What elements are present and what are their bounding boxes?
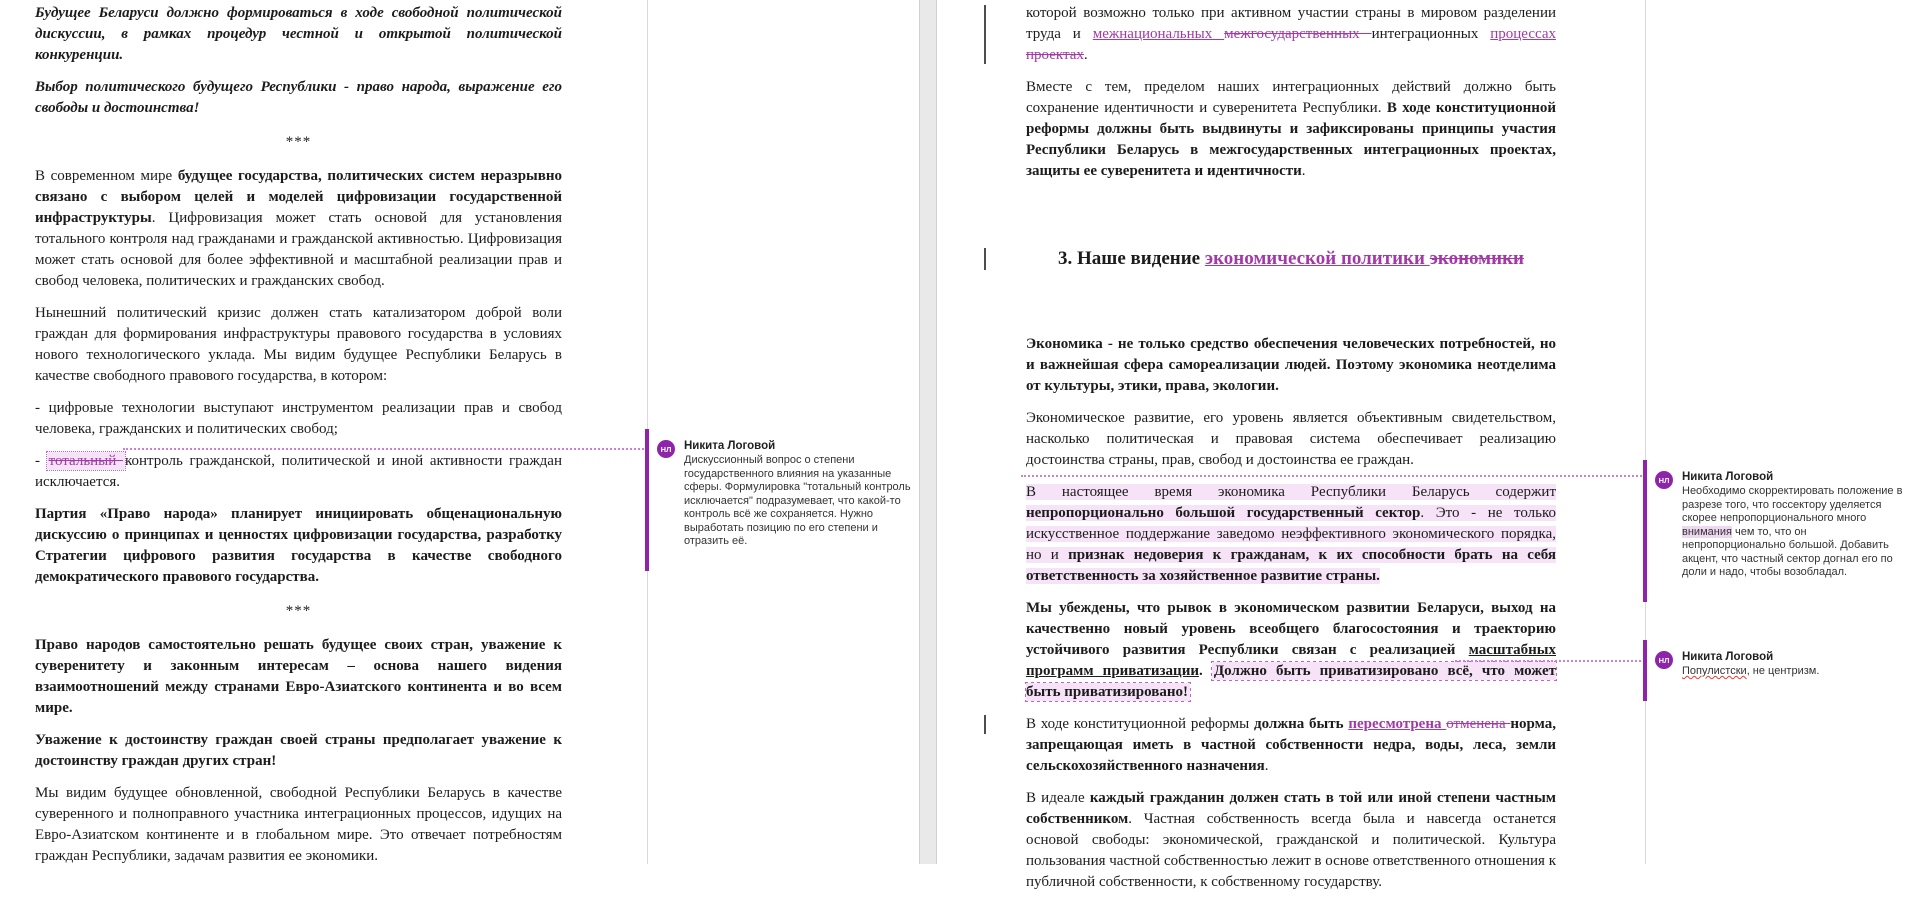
comment-text-run: , не центризм.: [1746, 665, 1820, 677]
comment-text-run: внимания: [1682, 525, 1732, 538]
document-page-right: [937, 0, 1920, 890]
text-run: -: [35, 453, 47, 469]
comment-text-run: Дискуссионный вопрос о степени государственного влияния на указанные сферы. Формулировка "тотальный контроль исключается" подразумевает, что какой-то контроль всё же сохраняется. Нужно выработать позицию по его степени и отразить её.: [684, 454, 911, 547]
text-run: Экономика - не только средство обеспечения человеческих потребностей, но и важнейшая сфера самореализации людей. Поэтому экономика неотделима от культуры, этики, права, экологии.: [1026, 336, 1556, 394]
comment-anchor-highlight: непропорционально большой государственный сектор: [1026, 505, 1421, 521]
tracked-deletion: проектах: [1026, 47, 1084, 63]
paragraph: [1026, 3, 1556, 66]
comment-text: [1682, 485, 1912, 580]
document-text-left: [35, 0, 562, 878]
paragraph: [1026, 788, 1556, 893]
text-run: .: [1083, 47, 1088, 63]
comment-card[interactable]: [1645, 646, 1918, 687]
text-run: Экономическое развитие, его уровень является объективным свидетельством, насколько политическая и правовая система обеспечивает реализацию достоинства страны, прав, свобод и достоинства ее граждан.: [1026, 410, 1556, 468]
text-run: будущее государства, политических систем неразрывно связано с выбором целей и моделей цифровизации государственной инфраструктуры: [35, 168, 562, 226]
comment-card[interactable]: [1645, 466, 1918, 588]
tracked-insertion: процессах: [1490, 26, 1556, 42]
section-heading: [1026, 246, 1556, 272]
text-run: должна быть: [1253, 716, 1349, 732]
comment-body: [684, 439, 911, 549]
paragraph: [35, 635, 562, 719]
section-separator: [35, 601, 562, 622]
comment-margin-left: [647, 0, 917, 864]
paragraph: [1026, 598, 1556, 703]
tracked-deletion: межгосударственных: [1224, 26, 1372, 42]
document-text-right: [1026, 0, 1556, 904]
text-run: . Частная собственность всегда была и навсегда останется основой свободы: экономической, гражданской и политической. Культура пользования частной собственностью лежит в основе ответственного отношения к публичной собственности, к собственному государству.: [1026, 811, 1556, 890]
tracked-deletion: отменена: [1446, 716, 1511, 732]
pane-divider: [919, 0, 937, 864]
tracked-insertion: межнациональных: [1092, 26, 1225, 42]
comment-card[interactable]: [647, 435, 917, 557]
text-run: В современном мире: [35, 168, 178, 184]
paragraph: [35, 504, 562, 588]
tracked-deletion: тотальный: [48, 453, 123, 469]
comment-connector-line: [1021, 475, 1645, 477]
paragraph: [1026, 408, 1556, 471]
text-run: норма, запрещающая иметь в частной собственности недра, воды, леса, земли сельскохозяйственного назначения: [1026, 716, 1556, 774]
author-avatar: НЛ: [1655, 471, 1673, 489]
text-run: Мы видим будущее обновленной, свободной Республики Беларусь в качестве суверенного и полноправного участника интеграционных процессов, идущих на Евро-Азиатском континенте и в глобальном мире. Это отвечает потребностям граждан Республики, задачам развития ее экономики.: [35, 785, 562, 864]
text-run: В ходе конституционной реформы должны быть выдвинуты и зафиксированы принципы участия Республики Беларусь в межгосударственных интеграционных проектах, защиты ее суверенитета и идентичности: [1026, 100, 1556, 179]
comment-body: [1682, 650, 1819, 679]
text-run: Мы убеждены, что рывок в экономическом развитии Беларуси, выход на качественно новый уровень всеобщего благосостояния и траекторию устойчивого развития Республики связан с реализацией: [1026, 600, 1556, 658]
text-run: Выбор политического будущего Республики - право народа, выражение его свободы и достоинства!: [35, 79, 562, 116]
text-run: - цифровые технологии выступают инструментом реализации прав и свобод человека, гражданских и политических свобод;: [35, 400, 562, 437]
tracked-insertion: пересмотрена: [1348, 716, 1447, 732]
author-avatar: НЛ: [1655, 651, 1673, 669]
tracked-insertion: экономической политики: [1204, 248, 1430, 269]
text-run: .: [1264, 758, 1269, 774]
text-run: ***: [285, 603, 312, 619]
paragraph: [35, 730, 562, 772]
paragraph: [35, 166, 562, 292]
text-run: Партия «Право народа» планирует инициировать общенациональную дискуссию о принципах и ценностях цифровизации государства, разработку Стратегии цифрового развития государства в качестве свободного демократического правового государства.: [35, 506, 562, 585]
author-avatar: НЛ: [657, 440, 675, 458]
comment-connector-line: [1455, 660, 1645, 662]
change-bar: [984, 5, 986, 64]
text-run: Будущее Беларуси должно формироваться в ходе свободной политической дискуссии, в рамках процедур честной и открытой политической конкуренции.: [35, 5, 562, 63]
text-run: В ходе конституционной реформы: [1026, 716, 1254, 732]
comment-text-run: чем то, что он непропорционально большой. Добавить акцент, что частный сектор догнал его по доли и надо, чтобы возобладал.: [1682, 525, 1893, 578]
comment-text-run: Популистски: [1682, 665, 1747, 677]
document-page-left: [0, 0, 919, 864]
paragraph: [35, 398, 562, 440]
text-run: . Цифровизация может стать основой для установления тотального контроля над гражданами и гражданской активностью. Цифровизация может стать основой для более эффективной и масштабной реализации прав и свобод человека, политических и гражданских свобод.: [35, 210, 562, 289]
text-run: .: [1301, 163, 1306, 179]
text-run: интеграционных: [1371, 26, 1491, 42]
comment-text: [684, 454, 911, 549]
change-bar: [984, 248, 986, 270]
tracked-deletion: экономики: [1429, 248, 1524, 269]
comment-author: Никита Логовой: [1682, 471, 1774, 483]
paragraph: [1026, 334, 1556, 397]
change-bar: [984, 715, 986, 734]
comment-anchor-highlight: В настоящее время экономика Республики Беларусь содержит: [1026, 484, 1556, 500]
text-run: 3. Наше видение: [1058, 248, 1205, 269]
paragraph: [1026, 482, 1556, 587]
paragraph: [35, 3, 562, 66]
text-run: Вместе с тем, пределом наших интеграционных действий должно быть сохранение идентичности и суверенитета Республики.: [1026, 79, 1556, 116]
comment-author: Никита Логовой: [684, 440, 776, 452]
section-separator: [35, 132, 562, 153]
text-run: которой возможно только при активном участии страны в мировом разделении труда и: [1026, 5, 1556, 42]
text-run: каждый гражданин должен стать в той или иной степени частным собственником: [1026, 790, 1557, 827]
comment-connector-line: [123, 448, 648, 450]
comment-anchor-highlight: . Это - не только искусственное поддержание заведомо неэффективного экономического порядка, но и: [1026, 505, 1557, 563]
paragraph: [35, 303, 562, 387]
paragraph: [35, 783, 562, 867]
text-run: Уважение к достоинству граждан своей страны предполагает уважение к достоинству граждан других стран!: [35, 732, 562, 769]
comment-text-run: Необходимо скорректировать положение в разрезе того, что госсектору уделяется скорее непропорционального много: [1682, 485, 1903, 524]
comment-anchor-highlight: Должно быть приватизировано всё, что может быть приватизировано!: [1026, 663, 1556, 700]
text-run: ***: [285, 134, 312, 150]
comment-anchor-highlight: признак недоверия к гражданам, к их способности брать на себя ответственность за хозяйственное развитие страны.: [1026, 547, 1556, 584]
text-run: В идеале: [1026, 790, 1090, 806]
paragraph: [1026, 714, 1556, 777]
text-run: масштабных программ приватизации: [1026, 642, 1556, 679]
paragraph: [35, 77, 562, 119]
text-run: Нынешний политический кризис должен стать катализатором доброй воли граждан для формирования инфраструктуры правового государства в условиях нового технологического уклада. Мы видим будущее Республики Беларусь в качестве свободного правового государства, в котором:: [35, 305, 562, 384]
comment-text: [1682, 665, 1819, 679]
text-run: Право народов самостоятельно решать будущее своих стран, уважение к суверенитету и законным интересам – основа нашего видения взаимоотношений между странами Евро-Азиатского континента и во всем мире.: [35, 637, 562, 716]
comment-body: [1682, 470, 1912, 580]
comment-margin-right: [1645, 0, 1918, 864]
paragraph: [35, 451, 562, 493]
paragraph: [1026, 77, 1556, 182]
comment-author: Никита Логовой: [1682, 651, 1774, 663]
text-run: .: [1198, 663, 1212, 679]
text-run: контроль гражданской, политической и иной активности граждан исключается.: [35, 453, 562, 490]
